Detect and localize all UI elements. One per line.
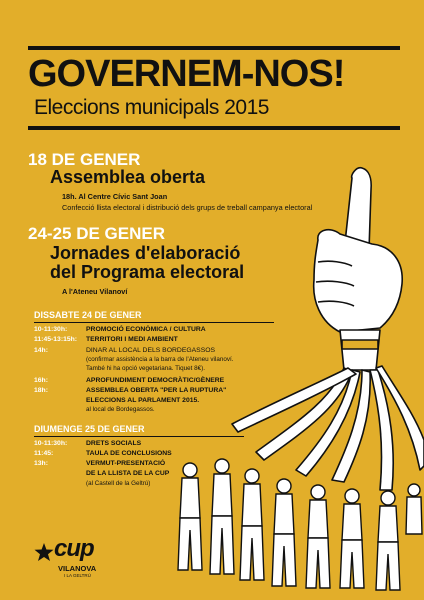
schedule-row: 13h: VERMUT-PRESENTACIÓ: [34, 460, 166, 467]
schedule-row: 10-11:30h: PROMOCIÓ ECONÒMICA / CULTURA: [34, 326, 206, 333]
assembly-note: al local de Bordegassos.: [86, 406, 155, 413]
cup-logo: [34, 535, 104, 590]
lunch-note-2: També hi ha opció vegetariana. Tiquet 8€).: [86, 365, 206, 372]
wrist-shape: [340, 330, 380, 370]
schedule-row: 14h: DINAR AL LOCAL DELS BORDEGASSOS: [34, 347, 216, 354]
event1-date: 18 DE GENER: [28, 150, 141, 169]
day1-label: DISSABTE 24 DE GENER: [34, 310, 142, 320]
schedule-row: 16h: APROFUNDIMENT DEMOCRÀTIC/GÈNERE: [34, 377, 225, 384]
day2-underline: [34, 436, 244, 437]
poster-title: GOVERNEM-NOS!: [28, 53, 345, 95]
star-icon: [34, 543, 54, 561]
day1-underline: [34, 322, 274, 323]
top-rule: [28, 46, 400, 50]
poster-subtitle: Eleccions municipals 2015: [34, 96, 269, 119]
event2-name-line2: del Programa electoral: [50, 262, 245, 282]
event2-name-line1: Jornades d'elaboració: [50, 243, 241, 263]
logo-town: VILANOVA: [58, 564, 97, 573]
schedule-row: 10-11:30h: DRETS SOCIALS: [34, 440, 142, 447]
event2-date: 24-25 DE GENER: [28, 224, 165, 243]
event1-place: 18h. Al Centre Cívic Sant Joan: [62, 192, 168, 201]
vermut-note: (al Castell de la Geltrú): [86, 480, 151, 487]
assembly-line2: ELECCIONS AL PARLAMENT 2015.: [86, 397, 200, 404]
title-rule: [28, 126, 400, 130]
event2-place: A l'Ateneu Vilanoví: [62, 287, 128, 296]
lunch-note-1: (confirmar assistència a la barra de l'Ateneu vilanoví.: [86, 356, 234, 363]
event1-name: Assemblea oberta: [50, 167, 206, 187]
day2-label: DIUMENGE 25 DE GENER: [34, 424, 145, 434]
logo-town-sub: I LA GELTRÚ: [64, 573, 91, 578]
logo-brand: cup: [54, 535, 94, 562]
event1-desc: Confecció llista electoral i distribució dels grups de treball campanya electoral: [62, 203, 313, 212]
schedule-row: 18h: ASSEMBLEA OBERTA "PER LA RUPTURA": [34, 387, 227, 394]
vermut-line2: DE LA LLISTA DE LA CUP: [86, 470, 170, 477]
schedule-row: 11:45: TAULA DE CONCLUSIONS: [34, 450, 172, 457]
schedule-row: 11:45-13:15h: TERRITORI I MEDI AMBIENT: [34, 336, 178, 343]
